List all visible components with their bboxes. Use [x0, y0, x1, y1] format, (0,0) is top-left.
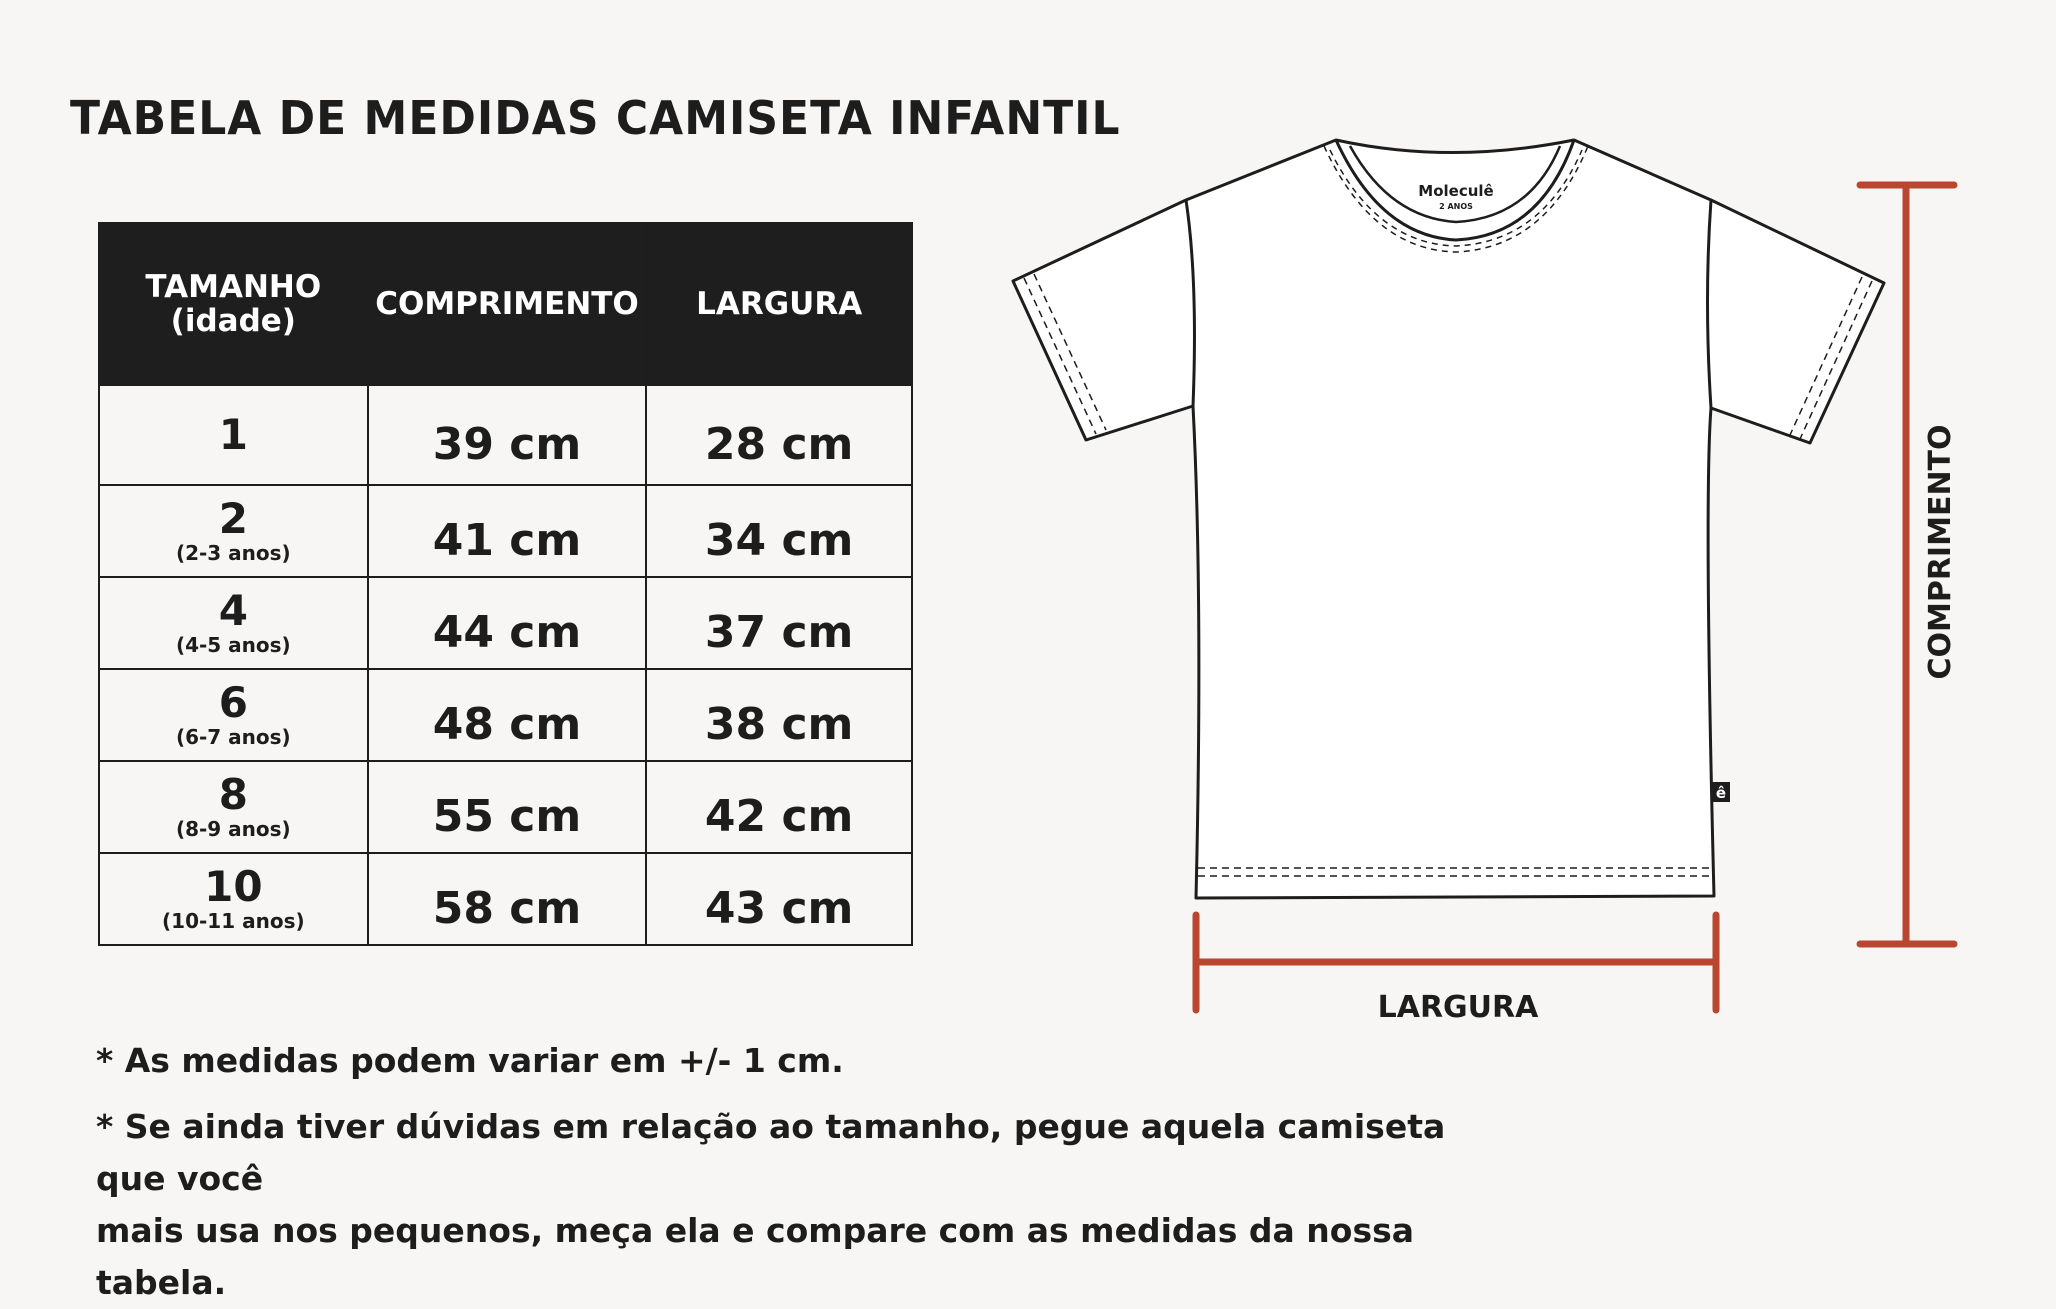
width-value: 34 cm	[704, 514, 854, 566]
header-length: COMPRIMENTO	[368, 223, 647, 385]
side-tag-logo: ê	[1715, 784, 1727, 802]
length-measure-label: COMPRIMENTO	[1923, 424, 1958, 680]
note-size-doubt-line1: * Se ainda tiver dúvidas em relação ao tamanho, pegue aquela camiseta que você	[96, 1107, 1446, 1198]
length-value: 58 cm	[432, 882, 582, 934]
header-width: LARGURA	[646, 223, 912, 385]
size-age-range: (8-9 anos)	[175, 817, 291, 841]
size-number: 6	[218, 678, 248, 727]
size-number: 10	[204, 862, 263, 911]
length-value: 39 cm	[432, 418, 582, 470]
width-measure-label: LARGURA	[1377, 990, 1539, 1025]
header-size-label: TAMANHO	[145, 269, 322, 305]
brand-size-label: 2 ANOS	[1439, 202, 1473, 211]
size-number: 4	[218, 586, 248, 635]
tshirt-outline	[1013, 140, 1884, 898]
notes	[96, 1035, 1516, 1309]
width-value: 38 cm	[704, 698, 854, 750]
size-age-range: (6-7 anos)	[175, 725, 291, 749]
brand-label: Moleculê	[1418, 182, 1494, 200]
size-number: 1	[218, 410, 248, 459]
length-value: 41 cm	[432, 514, 582, 566]
size-number: 8	[218, 770, 248, 819]
length-value: 55 cm	[432, 790, 582, 842]
size-number: 2	[218, 494, 248, 543]
width-value: 42 cm	[704, 790, 854, 842]
width-value: 43 cm	[704, 882, 854, 934]
size-age-range: (4-5 anos)	[175, 633, 291, 657]
width-value: 37 cm	[704, 606, 854, 658]
size-age-range: (10-11 anos)	[162, 909, 305, 933]
note-size-doubt-line2: mais usa nos pequenos, meça ela e compare com as medidas da nossa tabela.	[96, 1211, 1415, 1302]
header-size-sublabel: (idade)	[170, 303, 296, 339]
length-value: 44 cm	[432, 606, 582, 658]
page-title: TABELA DE MEDIDAS CAMISETA INFANTIL	[70, 92, 1121, 146]
size-age-range: (2-3 anos)	[175, 541, 291, 565]
length-value: 48 cm	[432, 698, 582, 750]
note-measurement-variation: * As medidas podem variar em +/- 1 cm.	[96, 1041, 844, 1080]
width-value: 28 cm	[704, 418, 854, 470]
